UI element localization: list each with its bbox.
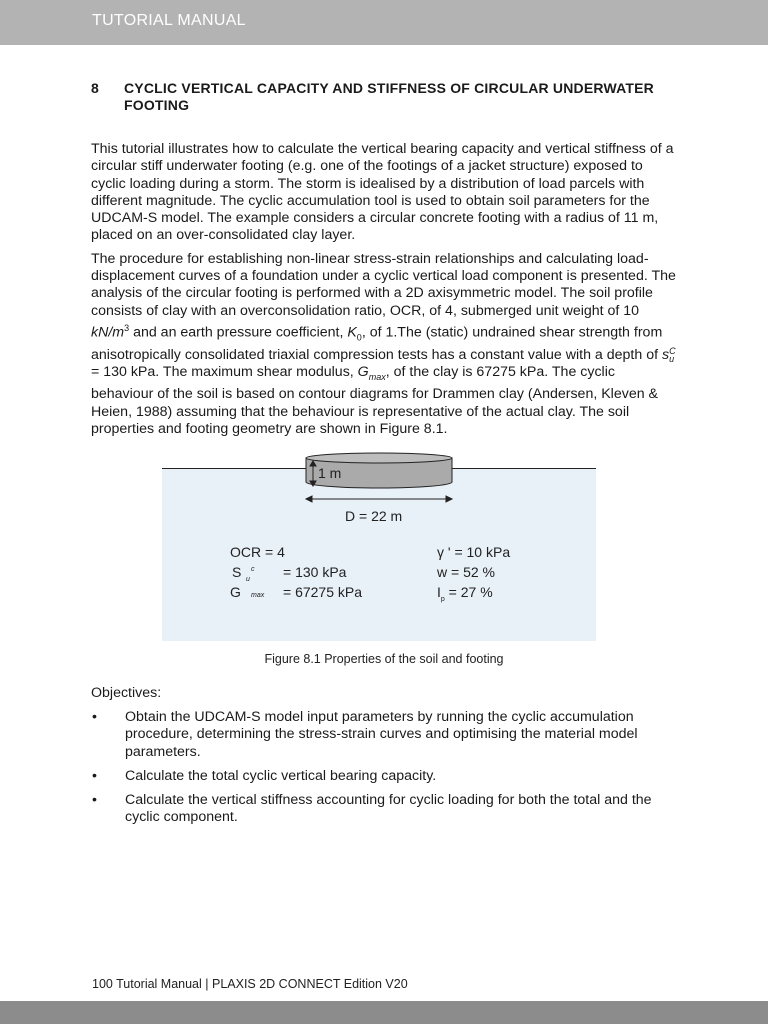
diameter-label: D = 22 m	[345, 508, 403, 524]
objectives-title: Objectives:	[91, 685, 162, 701]
unit-knm: kN/m	[91, 324, 125, 341]
section-heading	[91, 80, 676, 114]
objective-text: Calculate the vertical stiffness accounting for cyclic loading for both the total and the cyclic component.	[125, 792, 652, 826]
gmax-subscript: max	[251, 592, 265, 599]
list-item	[91, 792, 676, 827]
list-item	[91, 768, 676, 785]
height-label: 1 m	[318, 465, 342, 481]
su-label: S	[232, 564, 242, 580]
page-footer: 100 Tutorial Manual | PLAXIS 2D CONNECT Edition V20	[92, 977, 408, 991]
section-title: CYCLIC VERTICAL CAPACITY AND STIFFNESS OF CIRCULAR UNDERWATER FOOTING	[124, 80, 654, 113]
header-bar	[0, 0, 768, 45]
ip-label: $I_p = 27$ %	[437, 584, 493, 603]
bullet-icon: •	[92, 767, 97, 784]
su-symbol: s	[661, 346, 670, 363]
main-content	[91, 80, 676, 438]
header-title: TUTORIAL MANUAL	[92, 12, 246, 29]
water-content-label: w = 52 %	[437, 564, 495, 580]
objective-text: Obtain the UDCAM-S model input parameters by running the cyclic accumulation procedure, determining the stress-strain curves and optimising the material model parameters.	[125, 709, 638, 760]
su-value: = 130 kPa	[283, 564, 347, 580]
objective-text: Calculate the total cyclic vertical bearing capacity.	[125, 767, 437, 784]
objectives-section	[91, 685, 676, 834]
figure-caption: Figure 8.1 Properties of the soil and footing	[264, 652, 504, 666]
section-number: 8	[91, 80, 99, 96]
gmax-value: = 67275 kPa	[283, 584, 363, 600]
ocr-label: OCR = 4	[230, 544, 285, 560]
procedure-paragraph: The procedure for establishing non-linear stress-strain relationships and calculating load-displacement curves of a foundation under a cyclic vertical load component is presented. The analysis of the circular footing is performed with a 2D axisymmetric model. The soil profile consists of clay with an overconsolidation ratio, OCR, of 4, submerged unit weight of 10 $kN/m^3$ and an earth pressure coefficient, $K_0$, of 1.The (static) undrained shear strength from anisotropically consolidated triaxial compression tests has a constant value with a depth of s C u = 130 kPa. The maximum shear modulus, $G_{max}$, of the clay is 67275 kPa. The cyclic behaviour of the soil is based on contour diagrams for Drammen clay (Andersen, Kleven & Heien, 1988) assuming that the behaviour is representative of the actual clay. The soil properties and footing geometry are shown in Figure 8.1.	[91, 250, 676, 437]
bullet-icon: •	[92, 709, 97, 725]
list-item	[91, 709, 676, 761]
su-superscript: c	[251, 566, 255, 573]
bullet-icon: •	[92, 792, 97, 809]
diameter-dimension-arrow	[306, 496, 452, 502]
intro-paragraph: This tutorial illustrates how to calculate the vertical bearing capacity and vertical stiffness of a circular stiff underwater footing (e.g. one of the footings of a jacket structure) exposed to cyclic loading during a storm. The storm is idealised by a distribution of load parcels with different magnitude. The cyclic accumulation tool is used to obtain soil parameters for the UDCAM-S model. The example considers a circular concrete footing with a radius of 11 m, placed on an over-consolidated clay layer.	[91, 141, 674, 244]
figure-soil-footing	[162, 452, 596, 642]
gmax-symbol: G	[357, 364, 369, 381]
gamma-label: γ ' = 10 kPa	[437, 544, 511, 560]
footer-bar	[0, 1001, 768, 1024]
gmax-label: G	[230, 584, 241, 600]
su-subscript: u	[246, 576, 250, 583]
k0-symbol: K	[347, 324, 357, 341]
